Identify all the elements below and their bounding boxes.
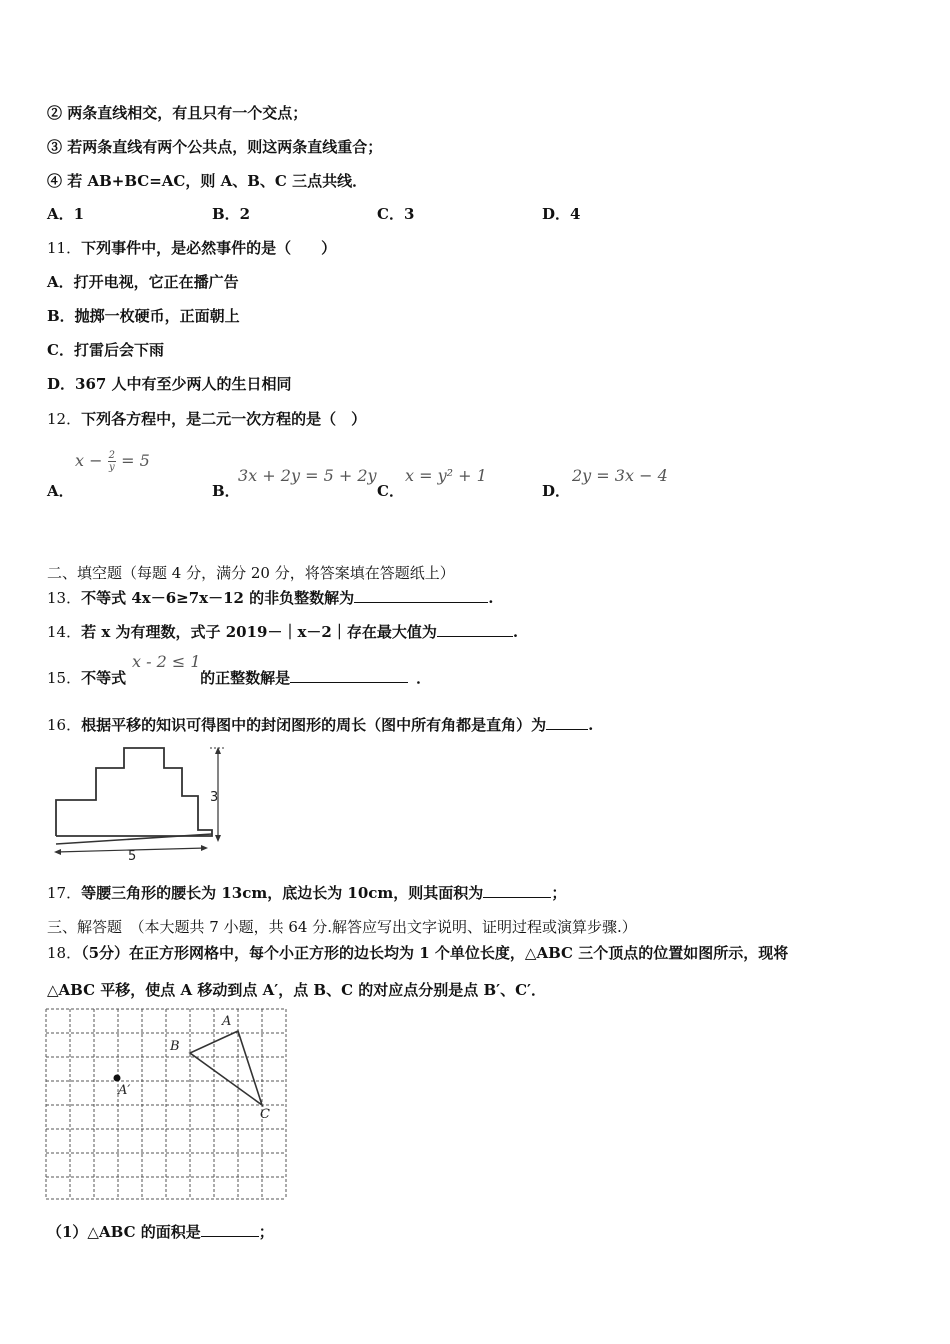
- q15-pre: 不等式: [81, 669, 127, 687]
- q12-eq-a-numerator: 2: [108, 450, 115, 461]
- q13-text: 不等式 4x－6≥7x－12 的非负整数解为: [81, 589, 355, 607]
- q17-answer-blank[interactable]: [483, 883, 551, 898]
- q16-width-label: 5: [128, 849, 137, 862]
- q15-end: ．: [416, 669, 432, 687]
- q12-label-c: C．: [377, 482, 404, 500]
- section-3-heading: 三、解答题 （本大题共 7 小题，共 64 分.解答应写出文字说明、证明过程或演算步骤.）: [47, 918, 637, 936]
- q12-label-a: A．: [47, 482, 74, 500]
- q12-equation-d: 2y = 3x − 4: [572, 466, 668, 485]
- q18-label-c: C: [260, 1107, 270, 1122]
- section-2-heading: 二、填空题（每题 4 分，满分 20 分，将答案填在答题纸上）: [47, 564, 455, 582]
- q12-eq-a-fraction: [108, 450, 116, 473]
- q13-end: .: [488, 589, 494, 607]
- q11-option-d: D．367 人中有至少两人的生日相同: [47, 375, 292, 393]
- q12-label-b: B．: [212, 482, 240, 500]
- q18-text-1: （5分）在正方形网格中，每个小正方形的边长均为 1 个单位长度，△ABC 三个顶点的位置如图所示，现将: [81, 944, 789, 962]
- q18-sub-1: [47, 1221, 274, 1242]
- q16-width-arrow-left: [54, 849, 61, 855]
- q18-line-1: [47, 942, 788, 963]
- q12-text: 下列各方程中，是二元一次方程的是（ ）: [81, 410, 367, 428]
- q12-eq-a-right: = 5: [115, 451, 150, 470]
- q12-equation-b: 3x + 2y = 5 + 2y: [238, 466, 377, 485]
- q15: [47, 667, 431, 688]
- q11-number: 11．: [47, 239, 82, 257]
- q14-end: .: [512, 623, 519, 641]
- q17-end: ；: [551, 884, 567, 902]
- q11-stem: [47, 237, 336, 258]
- q15-post: 的正整数解是: [200, 669, 291, 687]
- q12-equation-a: [75, 450, 150, 473]
- q14-answer-blank[interactable]: [437, 622, 513, 637]
- q18-grid: [46, 1009, 286, 1199]
- q11-text: 下列事件中，是必然事件的是（ ）: [81, 239, 337, 257]
- q12-eq-a-left: x −: [75, 451, 108, 470]
- q14: [47, 621, 518, 642]
- q17-number: 17．: [47, 884, 82, 902]
- q18-label-a: A: [222, 1014, 232, 1029]
- q13-number: 13．: [47, 589, 82, 607]
- q16-height-label: 3: [210, 790, 219, 805]
- q18-grid-figure: [44, 1007, 288, 1203]
- q16-text: 根据平移的知识可得图中的封闭图形的周长（图中所有角都是直角）为: [81, 716, 547, 734]
- q15-answer-blank[interactable]: [290, 668, 408, 683]
- q12-eq-a-denominator: y: [108, 462, 115, 473]
- q12-stem: [47, 408, 366, 429]
- q11-option-c: C．打雷后会下雨: [47, 341, 164, 359]
- q10-option-c: C．3: [377, 205, 415, 223]
- q13-answer-blank[interactable]: [354, 588, 488, 603]
- q16-width-arrow-right: [201, 845, 208, 851]
- q15-number: 15．: [47, 669, 82, 687]
- q18-triangle-abc: [190, 1031, 262, 1105]
- q18-sub-1-end: ；: [258, 1223, 274, 1241]
- q18-point-a-prime: [114, 1075, 121, 1082]
- q16-closed-shape: [56, 748, 212, 836]
- q11-option-a: A．打开电视，它正在播广告: [47, 273, 239, 291]
- q18-number: 18．: [47, 944, 82, 962]
- q16-number: 16．: [47, 716, 82, 734]
- q14-text: 若 x 为有理数，式子 2019－｜x－2｜存在最大值为: [81, 623, 437, 641]
- q17-text: 等腰三角形的腰长为 13cm，底边长为 10cm，则其面积为: [81, 884, 484, 902]
- q16-answer-blank[interactable]: [546, 715, 588, 730]
- q13: [47, 587, 493, 608]
- q16-end: .: [588, 716, 594, 734]
- q18-label-b: B: [170, 1039, 180, 1054]
- q11-option-b: B．抛掷一枚硬币，正面朝上: [47, 307, 240, 325]
- q18-label-a-prime: A′: [118, 1083, 131, 1098]
- statement-4: ④ 若 AB+BC=AC，则 A、B、C 三点共线．: [47, 172, 368, 190]
- q14-number: 14．: [47, 623, 82, 641]
- statement-2: ② 两条直线相交，有且只有一个交点；: [47, 104, 308, 122]
- q18-sub-1-text: （1）△ABC 的面积是: [47, 1223, 201, 1241]
- q10-option-d: D．4: [542, 205, 581, 223]
- q18-sub-1-answer-blank[interactable]: [201, 1222, 259, 1237]
- q10-option-a: A．1: [47, 205, 85, 223]
- q12-label-d: D．: [542, 482, 571, 500]
- q12-number: 12．: [47, 410, 82, 428]
- q16-figure: [48, 744, 238, 862]
- statement-3: ③ 若两条直线有两个公共点，则这两条直线重合；: [47, 138, 383, 156]
- q15-inequality: x - 2 ≤ 1: [132, 652, 201, 671]
- q10-option-b: B．2: [212, 205, 251, 223]
- q12-equation-c: x = y² + 1: [405, 466, 487, 485]
- q18-line-2: △ABC 平移，使点 A 移动到点 A′，点 B、C 的对应点分别是点 B′、C′．: [47, 981, 547, 999]
- q16: [47, 714, 593, 735]
- q17: [47, 882, 566, 903]
- q16-height-arrow-bottom: [215, 835, 221, 842]
